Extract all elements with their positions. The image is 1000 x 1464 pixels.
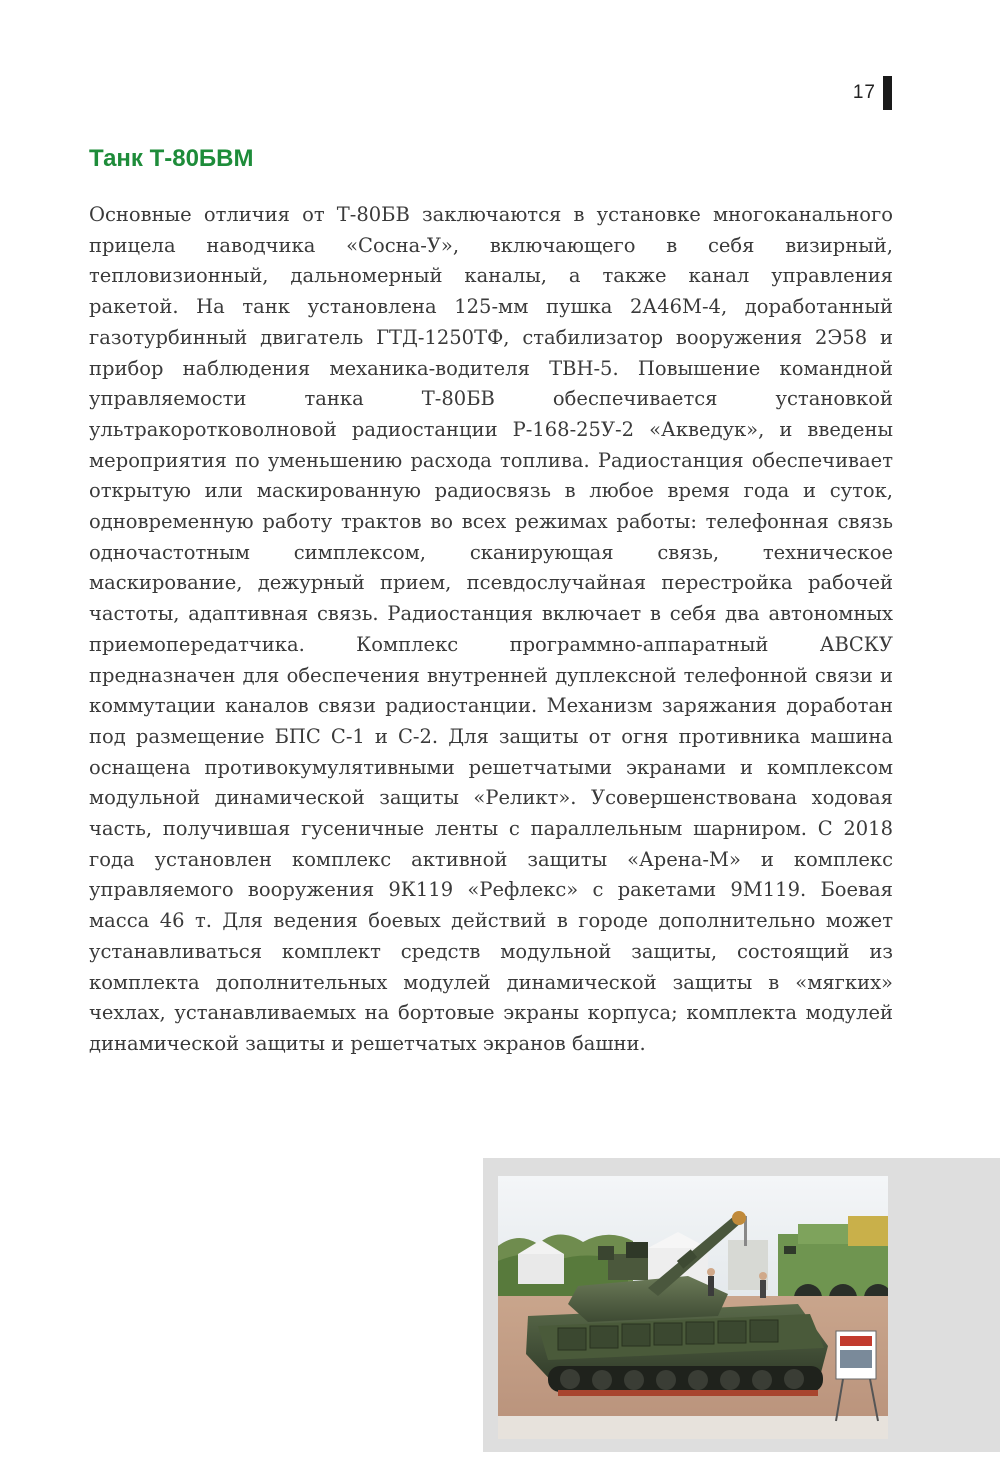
article-body: Основные отличия от Т-80БВ заключаются в установке многоканального прицела наводчика «Сосна-У», включающего в себя визирный, тепловизионный, дальномерный каналы, а также канал управления ракетой. На танк установлена 125-мм пушка 2А46М-4, доработанный газотурбинный двигатель ГТД-1250ТФ, стабилизатор вооружения 2Э58 и прибор наблюдения механика-водителя ТВН-5. Повышение командной управляемости танка Т-80БВ обеспечивается установкой ультракоротковолновой радиостанции Р-168-25У-2 «Акведук», и введены мероприятия по уменьшению расхода топлива. Радиостанция обеспечивает открытую или маскированную радиосвязь в любое время года и суток, одновременную работу трактов во всех режимах работы: телефонная связь одночастотным симплексом, сканирующая связь, техническое маскирование, дежурный прием, псевдослучайная перестройка рабочей частоты, адаптивная связь. Радиостанция включает в себя два автономных приемопередатчика. Комплекс программно-аппаратный АВСКУ предназначен для обеспечения внутренней дуплексной телефонной связи и коммутации каналов связи радиостанции. Механизм заряжания доработан под размещение БПС С-1 и С-2. Для защиты от огня противника машина оснащена противокумулятивными решетчатыми экранами и комплексом модульной динамической защиты «Реликт». Усовершенствована ходовая часть, получившая гусеничные ленты с параллельным шарниром. С 2018 года установлен комплекс активной защиты «Арена-М» и комплекс управляемого вооружения 9К119 «Рефлекс» с ракетами 9М119. Боевая масса 46 т. Для ведения боевых действий в городе дополнительно может устанавливаться комплект средств модульной защиты, состоящий из комплекта дополнительных модулей динамической защиты в «мягких» чехлах, устанавливаемых на бортовые экраны корпуса; комплекта модулей динамической защиты и решетчатых экранов башни. <box>89 203 893 1055</box>
page-number: 17 <box>852 82 876 103</box>
article-heading: Танк Т-80БВМ <box>89 145 254 172</box>
page-number-bar <box>883 76 892 110</box>
tank-photo <box>498 1176 888 1439</box>
